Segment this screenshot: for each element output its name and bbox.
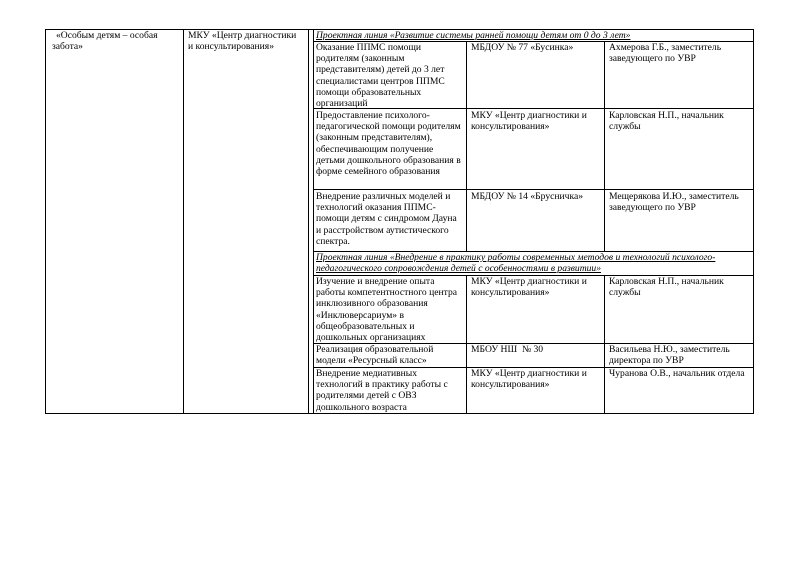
row-6-executor: МКУ «Центр диагностики и консультирования» [471,368,587,391]
row-5-executor: МБОУ НШ № 30 [471,344,544,355]
col-divider-7 [604,275,605,414]
program-title: «Особым детям – особая забота» [52,30,158,53]
row-3-responsible: Мещерякова И.Ю., заместитель заведующего по УВР [609,191,739,214]
col-divider-4 [466,41,467,251]
row-4-executor: МКУ «Центр диагностики и консультирования» [471,276,587,299]
col-divider-3 [313,29,314,414]
row-5-activity: Реализация образовательной модели «Ресурсный класс» [316,344,434,367]
row-1-activity: Оказание ППМС помощи родителям (законным представителям) детей до 3 лет специалистами центров ППМС помощи образовательных организаций [316,42,445,110]
row-4-responsible: Карловская Н.П., начальник службы [609,276,724,299]
row-5-responsible: Васильева Н.Ю., заместитель директора по УВР [609,344,730,367]
col-divider-5 [604,41,605,251]
col-divider-6 [466,275,467,414]
row-3-activity: Внедрение различных моделей и технологий оказания ППМС-помощи детям с синдромом Дауна и расстройством аутистического спектра. [316,191,457,247]
row-6-responsible: Чуранова О.В., начальник отдела [609,368,745,379]
col-divider-2 [308,29,309,414]
row-6-activity: Внедрение медиативных технологий в практику работы с родителями детей с ОВЗ дошкольного возраста [316,368,448,413]
row-3-executor: МБДОУ № 14 «Брусничка» [471,191,584,202]
row-4-activity: Изучение и внедрение опыта работы компетентностного центра инклюзивного образования «Инклюверсариум» в общеобразовательных и дошкольных организациях [316,276,458,344]
project-line-2-header: Проектная линия «Внедрение в практику работы современных методов и технологий психолого-педагогического сопровождения детей с особенностями в развитии» [316,252,716,275]
row-2-activity: Предоставление психолого-педагогической помощи родителям (законным представителям), обеспечивающим получение детьми дошкольного образования в форме семейного образования [316,110,461,178]
row-1-executor: МБДОУ № 77 «Бусинка» [471,42,574,53]
row-2-executor: МКУ «Центр диагностики и консультирования» [471,110,587,133]
row-2-responsible: Карловская Н.П., начальник службы [609,110,724,133]
row-divider-3 [313,189,754,190]
project-line-1-header: Проектная линия «Развитие системы ранней помощи детям от 0 до 3 лет» [316,30,631,41]
organization-name: МКУ «Центр диагностики и консультирования» [188,30,297,53]
row-1-responsible: Ахмерова Г.Б., заместитель заведующего по УВР [609,42,722,65]
col-divider-1 [183,29,184,414]
